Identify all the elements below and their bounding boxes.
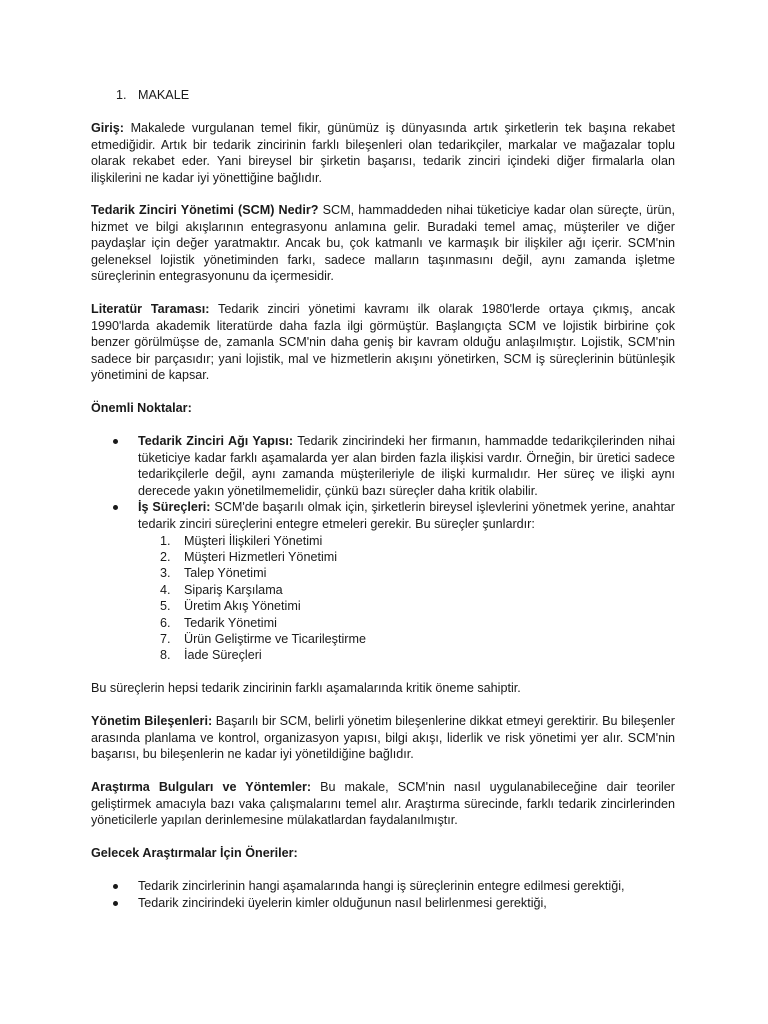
- process-list: [138, 533, 675, 664]
- intro-paragraph: [91, 120, 675, 186]
- research-paragraph: [91, 779, 675, 829]
- intro-label: Giriş:: [91, 121, 124, 135]
- list-item: [91, 878, 675, 895]
- key-points-heading: Önemli Noktalar:: [91, 401, 192, 415]
- item-text: SCM'de başarılı olmak için, şirketlerin bireysel işlevlerini yönetmek yerine, anahtar tedarik zinciri süreçlerini entegre etmeleri gerekir. Bu süreçler şunlardır:: [138, 500, 675, 531]
- item-text: Tedarik zincirindeki her firmanın, hammadde tedarikçilerinden nihai tüketiciye kadar farklı aşamalarda yer alan birden fazla ilişkisi vardır. Örneğin, bir üretici sadece tedarikçilerle değil, aynı zamanda müşterileriyle de ilişki kurmalıdır. Her süreç ve ilişki aynı derecede yakın yönetilmemelidir, çünkü bazı süreçler daha kritik olabilir.: [138, 434, 675, 498]
- process-item: 6. Tedarik Yönetimi: [160, 615, 277, 630]
- process-item: 4. Sipariş Karşılama: [160, 582, 283, 597]
- list-item: [91, 895, 675, 912]
- key-points-list: [91, 433, 675, 664]
- list-item: [91, 499, 675, 663]
- item-text: Tedarik zincirlerinin hangi aşamalarında hangi iş süreçlerinin entegre edilmesi gerektiği,: [138, 879, 625, 893]
- bullet-icon: [113, 901, 118, 906]
- research-text: Bu makale, SCM'nin nasıl uygulanabileceğine dair teoriler geliştirmek amacıyla bazı vaka çalışmalarını temel alır. Araştırma sürecinde, farklı tedarik zincirlerinden yöneticilerle yapılan derinlemesine mülakatlardan faydalanılmıştır.: [91, 780, 675, 828]
- list-item: [91, 433, 675, 499]
- item-text: Tedarik zincirindeki üyelerin kimler olduğunun nasıl belirlenmesi gerektiği,: [138, 895, 547, 910]
- process-item: 3. Talep Yönetimi: [160, 566, 267, 581]
- research-label: Araştırma Bulguları ve Yöntemler:: [91, 780, 312, 794]
- item-label: İş Süreçleri:: [138, 500, 211, 515]
- summary-paragraph: Bu süreçlerin hepsi tedarik zincirinin farklı aşamalarında kritik öneme sahiptir.: [91, 681, 521, 695]
- scm-text: SCM, hammaddeden nihai tüketiciye kadar olan süreçte, ürün, hizmet ve bilgi akışlarının entegrasyonu anlamına gelir. Buradaki temel amaç, müşteriler ve diğer paydaşlar için değer yaratmaktır. Ancak bu, çok katmanlı ve karmaşık bir ilişkiler ağı içerir. SCM'nin geleneksel lojistik yönetiminden farkı, sadece malların taşınmasını değil, aynı zamanda işletme süreçlerinin entegrasyonunu da içermesidir.: [91, 203, 675, 284]
- process-item: 8. İade Süreçleri: [160, 648, 262, 663]
- intro-text: Makalede vurgulanan temel fikir, günümüz iş dünyasında artık şirketlerin tek başına rekabet etmediğidir. Artık bir tedarik zincirinin farklı bileşenleri olan tedarikçiler, markalar ve mağazalar toplu olarak rekabet eder. Yani bireysel bir şirketin başarısı, tedarik zinciri içindeki diğer firmalarla olan ilişkilerini ne kadar iyi yönettiğine bağlıdır.: [91, 121, 675, 185]
- scm-label: Tedarik Zinciri Yönetimi (SCM) Nedir?: [91, 203, 319, 217]
- bullet-icon: [113, 439, 118, 444]
- future-heading: Gelecek Araştırmalar İçin Öneriler:: [91, 846, 298, 860]
- process-item: 2. Müşteri Hizmetleri Yönetimi: [160, 549, 338, 564]
- management-text: Başarılı bir SCM, belirli yönetim bileşenlerine dikkat etmeyi gerektirir. Bu bileşenler arasında planlama ve kontrol, organizasyon yapısı, bilgi akışı, liderlik ve risk yönetimi yer alır. SCM'nin başarısı, bu bileşenlerin ne kadar iyi yönetildiğine bağlıdır.: [91, 714, 675, 762]
- bullet-icon: [113, 505, 118, 510]
- management-paragraph: [91, 713, 675, 763]
- literature-paragraph: [91, 301, 675, 384]
- future-list: [91, 878, 675, 911]
- process-item: 1. Müşteri İlişkileri Yönetimi: [160, 533, 323, 548]
- scm-paragraph: [91, 202, 675, 285]
- document-title: [116, 87, 189, 104]
- management-label: Yönetim Bileşenleri:: [91, 714, 213, 728]
- title-text: MAKALE: [138, 88, 190, 102]
- item-label: Tedarik Zinciri Ağı Yapısı:: [138, 434, 294, 448]
- literature-text: Tedarik zinciri yönetimi kavramı ilk olarak 1980'lerde ortaya çıkmış, ancak 1990'larda akademik literatürde daha fazla ilgi görmüştür. Başlangıçta SCM ve lojistik birbirine çok benzer görülmüşse de, zamanla SCM'nin daha geniş bir kavram olduğu anlaşılmıştır. Lojistik, SCM'nin sadece bir parçasıdır; yani lojistik, mal ve hizmetlerin akışını yönetirken, SCM iş süreçlerinin bütünleşik yönetimini de kapsar.: [91, 302, 675, 383]
- literature-label: Literatür Taraması:: [91, 302, 210, 316]
- process-item: 7. Ürün Geliştirme ve Ticarileştirme: [160, 632, 366, 646]
- process-item: 5. Üretim Akış Yönetimi: [160, 599, 301, 614]
- title-number: 1.: [116, 88, 127, 102]
- bullet-icon: [113, 884, 118, 889]
